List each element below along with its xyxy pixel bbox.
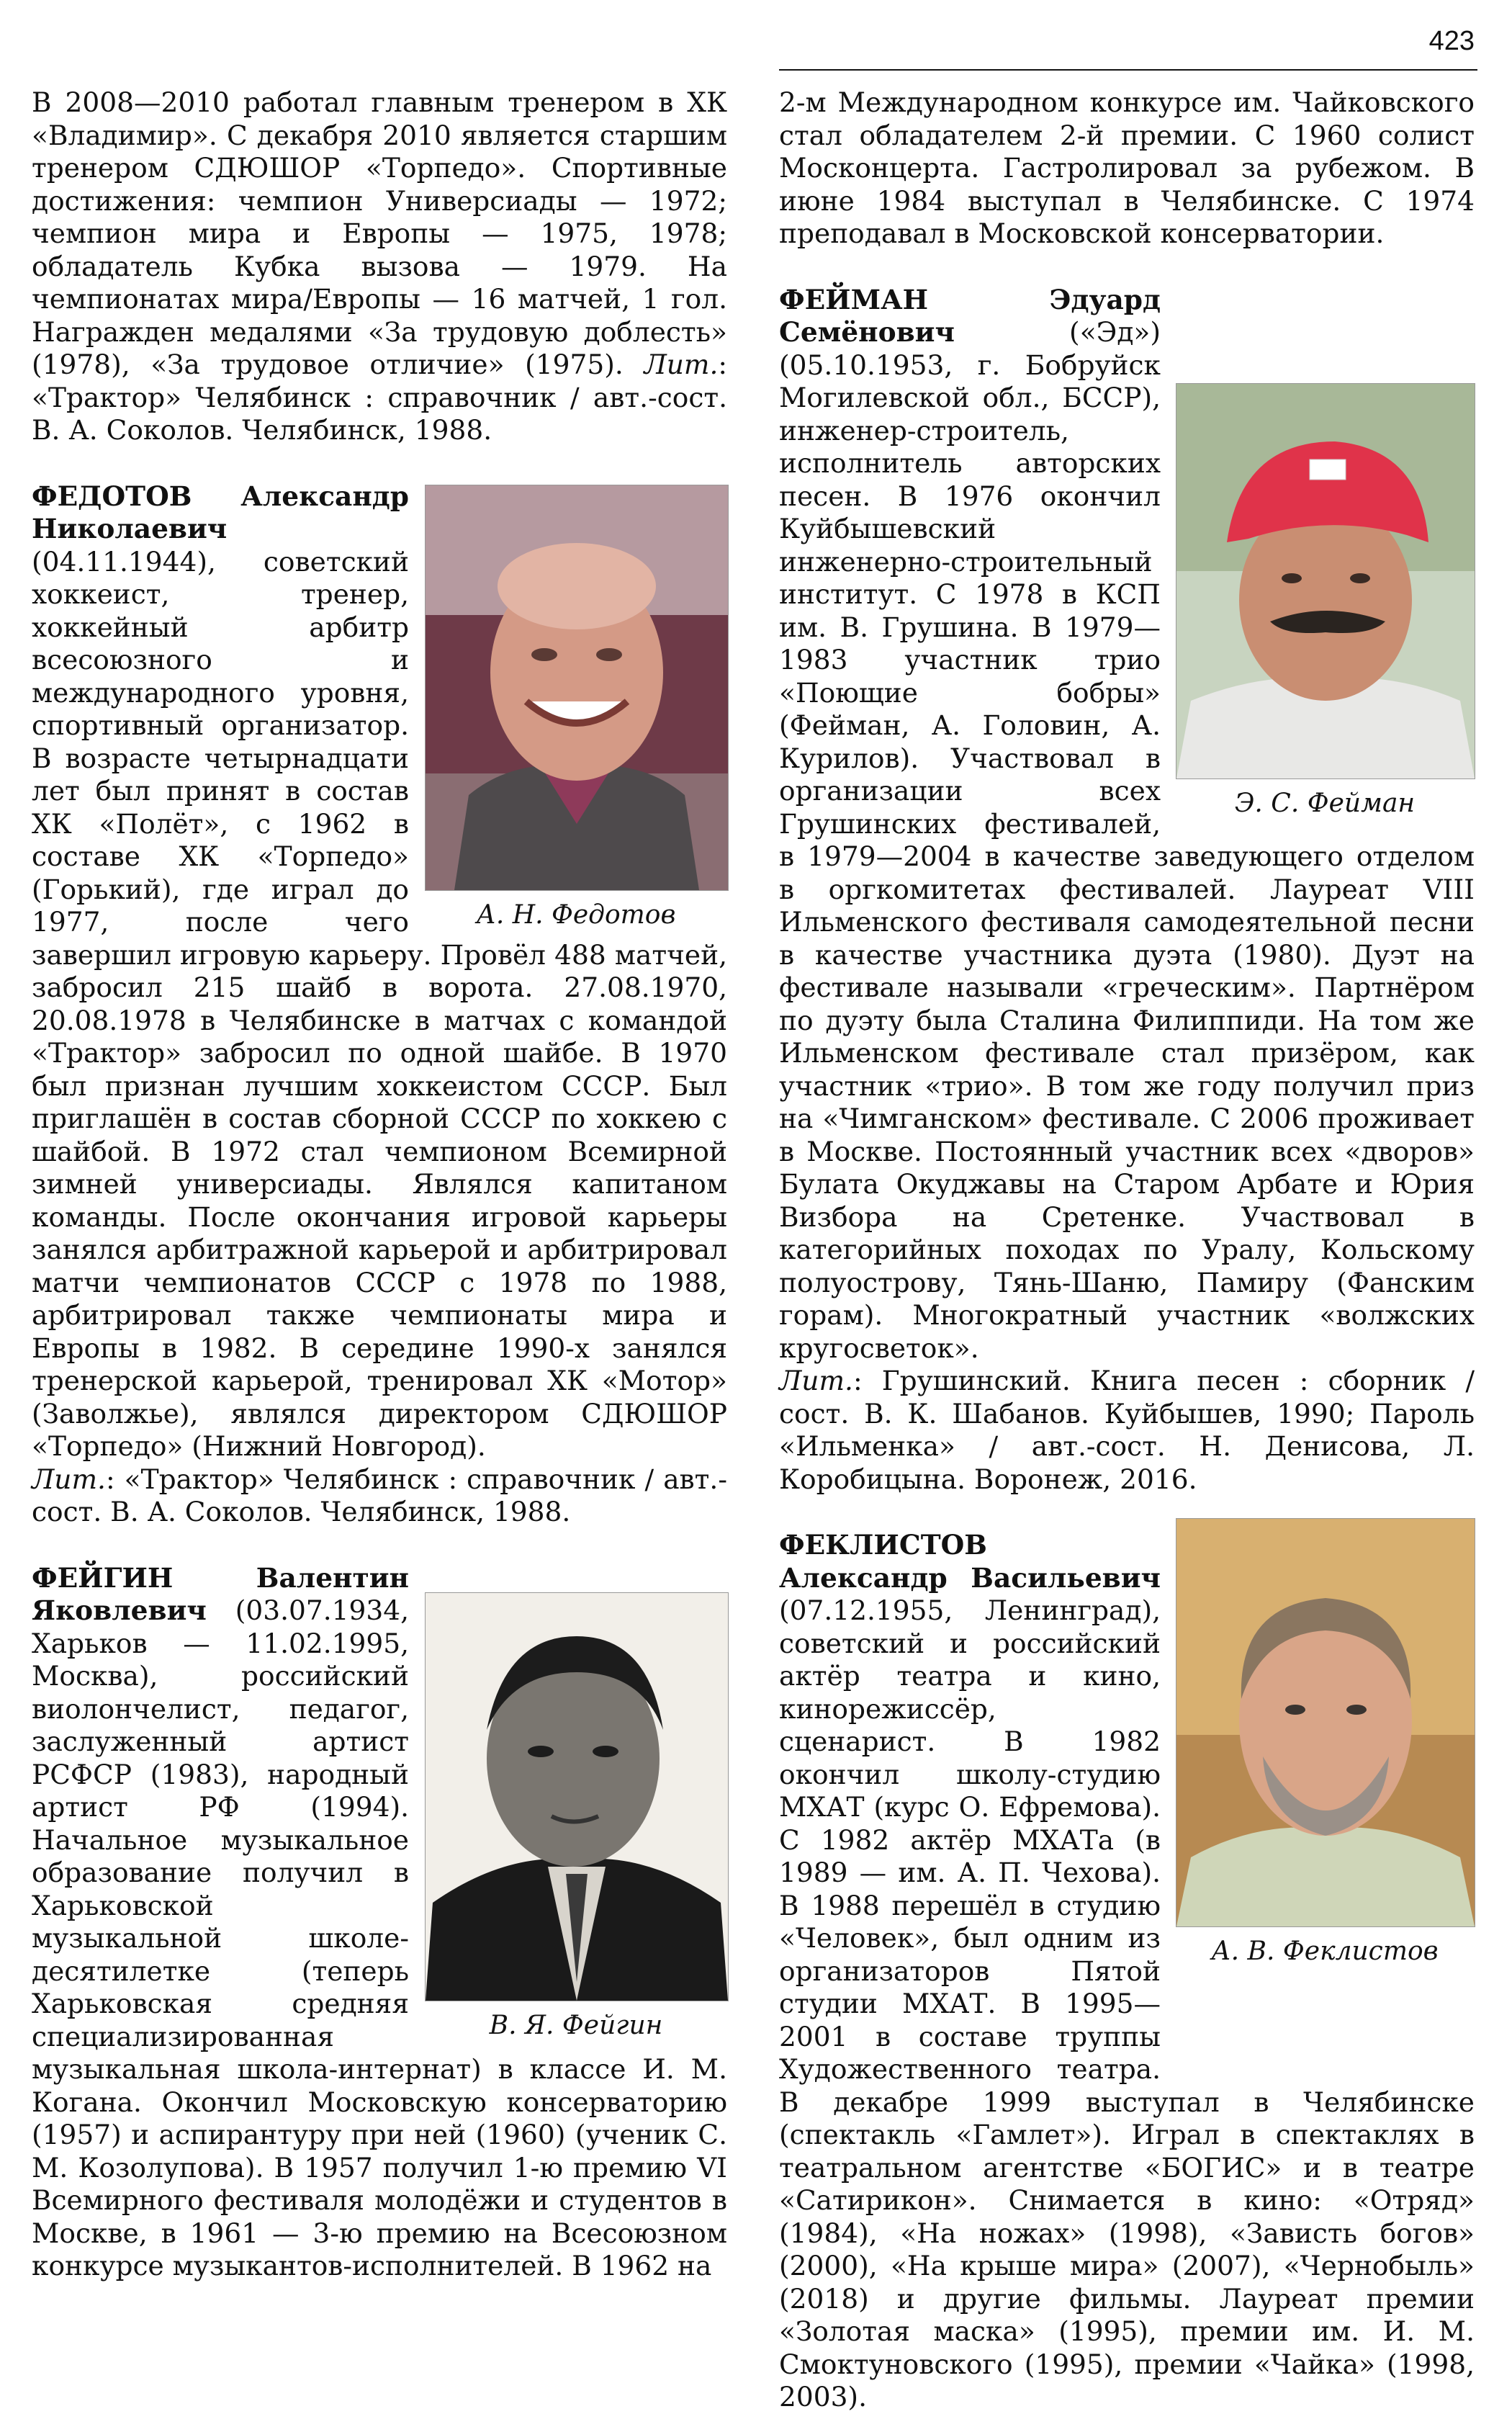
entry-name: ФЕЙГИН Валентин Яковлевич (32, 1561, 409, 1626)
entry-text: (07.12.1955, Ленинград), советский и российский актёр театра и кино, кинорежиссёр, сценарист. В 1982 окончил школу-студию МХАТ (курс О. Ефремова). С 1982 актёр МХАТа (в 1989 — им. А. П. Чехова). В 1988 перешёл в студию «Человек», был одним из организаторов Пятой студии МХАТ. В 1995—2001 в составе труппы Художественного театра. В декабре 1999 выступал в Челябинске (спектакль «Гамлет»). Играл в спектаклях в театральном агентстве «БОГИС» и в театре «Сатирикон». Снимается в кино: «Отряд» (1984), «На ножах» (1998), «Зависть богов» (2000), «На крыше мира» (2007), «Чернобыль» (2018) и другие фильмы. Лауреат премии «Золотая маска» (1995), премии им. И. М. Смоктуновского (1995), премии «Чайка» (1998, 2003). (779, 1594, 1475, 2413)
header-rule (779, 69, 1477, 71)
portrait-feyman (1176, 383, 1475, 779)
portrait-feigin (425, 1592, 729, 2001)
entry-text: 2-м Международном конкурсе им. Чайковского стал обладателем 2-й премии. С 1960 солист Москонцерта. Гастролировал за рубежом. В июне 1984 выступал в Челябинске. С 1974 преподавал в Московской консерватории. (779, 86, 1475, 249)
lit-text: : «Трактор» Челябинск : справочник / авт.-сост. В. А. Соколов. Челябинск, 1988. (32, 349, 728, 446)
left-column (32, 86, 727, 2283)
entry-feigin-continuation (779, 86, 1475, 251)
caption-fedotov: А. Н. Федотов (476, 899, 676, 930)
caption-feklistov: А. В. Феклистов (1211, 1937, 1439, 1966)
photo-feigin (425, 1592, 727, 2042)
lit-text: : Грушинский. Книга песен : сборник / сост. В. К. Шабанов. Куйбышев, 1990; Пароль «Ильменка» / авт.-сост. Н. Денисова, Л. Коробицына. Воронеж, 2016. (779, 1365, 1475, 1495)
caption-feyman: Э. С. Фейман (1234, 789, 1416, 818)
portrait-fedotov (425, 485, 729, 891)
entry-name: ФЕДОТОВ Александр Николаевич (32, 480, 409, 544)
photo-feklistov (1176, 1518, 1474, 1967)
caption-feigin: В. Я. Фейгин (489, 2010, 663, 2040)
photo-feyman (1176, 383, 1474, 820)
entry-fedotov (32, 480, 727, 1529)
page-number: 423 (1428, 26, 1475, 56)
lit-text: : «Трактор» Челябинск : справочник / авт.-сост. В. А. Соколов. Челябинск, 1988. (32, 1463, 727, 1527)
portrait-feklistov (1176, 1518, 1475, 1927)
lit-label: Лит. (779, 1365, 853, 1396)
entry-name: ФЕКЛИСТОВ Александр Васильевич (779, 1529, 1161, 1594)
entry-text: В 2008—2010 работал главным тренером в ХК «Владимир». С декабря 2010 является старшим тренером СДЮШОР «Торпедо». Спортивные достижения: чемпион Универсиады — 1972; чемпион мира и Европы — 1975, 1978; обладатель Кубка вызова — 1979. На чемпионатах мира/Европы — 16 матчей, 1 гол. Награжден медалями «За трудовую доблесть» (1978), «За трудовое отличие» (1975). (32, 86, 727, 380)
entry-feigin (32, 1562, 727, 2283)
entry-text: (03.07.1934, Харьков — 11.02.1995, Москва), российский виолончелист, педагог, заслуженный артист РСФСР (1983), народный артист РФ (1994). Начальное музыкальное образование получил в Харьковской музыкальной школе-десятилетке (теперь Харьковская средняя специализированная музыкальная школа-интернат) в классе И. М. Когана. Окончил Московскую консерваторию (1957) и аспирантуру при ней (1960) (ученик С. М. Козолупова). В 1957 получил 1-ю премию VI Всемирного фестиваля молодёжи и студентов в Москве, в 1961 — 3-ю премию на Всесоюзном конкурсе музыкантов-исполнителей. В 1962 на (32, 1594, 727, 2281)
entry-text: (04.11.1944), советский хоккеист, тренер, хоккейный арбитр всесоюзного и международного уровня, спортивный организатор. В возрасте четырнадцати лет был принят в состав ХК «Полёт», с 1962 в составе ХК «Торпедо» (Горький), где играл до 1977, после чего завершил игровую карьеру. Провёл 488 матчей, забросил 215 шайб в ворота. 27.08.1970, 20.08.1978 в Челябинске в матчах с командой «Трактор» забросил по одной шайбе. В 1970 был признан лучшим хоккеистом СССР. Был приглашён в состав сборной СССР по хоккею с шайбой. В 1972 стал чемпионом Всемирной зимней универсиады. Являлся капитаном команды. После окончания игровой карьеры занялся арбитражной карьерой и арбитрировал матчи чемпионатов СССР с 1978 по 1988, арбитрировал также чемпионаты мира и Европы в 1982. В середине 1990-х занялся тренерской карьерой, тренировал ХК «Мотор» (Заволжье), являлся директором СДЮШОР «Торпедо» (Нижний Новгород). (32, 545, 727, 1462)
lit-label: Лит. (644, 349, 719, 380)
entry-feyman-lit (779, 1365, 1475, 1496)
entry-continuation-top (32, 86, 727, 447)
entry-name: ФЕЙМАН Эдуард Семёнович (779, 283, 1161, 348)
photo-fedotov (425, 485, 727, 931)
lit-label: Лит. (32, 1463, 106, 1495)
entry-text: («Эд») (05.10.1953, г. Бобруйск Могилевской обл., БССР), инженер-строитель, исполнитель авторских песен. В 1976 окончил Куйбышевский инженерно-строительный институт. С 1978 в КСП им. В. Грушина. В 1979—1983 участник трио «Поющие бобры» (Фейман, А. Головин, А. Курилов). Участвовал в организации всех Грушинских фестивалей, в 1979—2004 в качестве заведующего отделом в оргкомитетах фестивалей. Лауреат VIII Ильменского фестиваля самодеятельной песни в качестве участника дуэта (1980). Дуэт на фестивале называли «греческим». Партнёром по дуэту была Сталина Филиппиди. На том же Ильменском фестивале стал призёром, как участник «трио». В том же году получил приз на «Чимганском» фестивале. С 2006 проживает в Москве. Постоянный участник всех «дворов» Булата Окуджавы на Старом Арбате и Юрия Визбора на Сретенке. Участвовал в категорийных походах по Уралу, Кольскому полуострову, Тянь-Шаню, Памиру (Фанским горам). Многократный участник «волжских кругосветок». (779, 316, 1475, 1364)
